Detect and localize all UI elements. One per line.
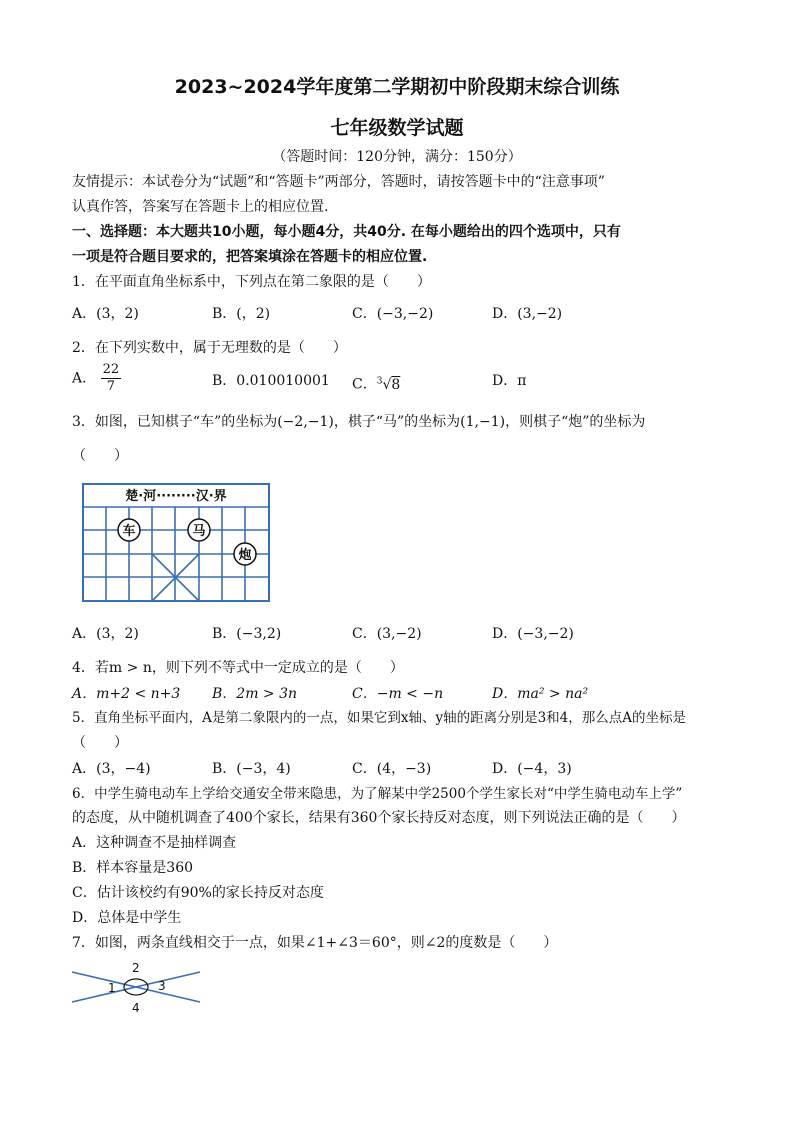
q4-stem: 4．若m > n，则下列不等式中一定成立的是（ ） <box>72 660 404 676</box>
q4-option-c: C．−m < −n <box>352 686 444 702</box>
q2-option-c: C．$^3$√8 <box>352 376 401 393</box>
q5-stem: 5．直角坐标平面内，A是第二象限内的一点，如果它到x轴、y轴的距离分别是3和4，那么点A的坐标是 <box>72 710 687 726</box>
q3-stem: 3．如图，已知棋子“车”的坐标为(−2,−1)，棋子“马”的坐标为(1,−1)，则棋子“炮”的坐标为 <box>72 414 646 430</box>
q1-option-a: A．(3，2) <box>72 306 139 322</box>
q6-option-a: A．这种调查不是抽样调查 <box>72 835 237 851</box>
q1-option-d: D．(3,−2) <box>492 306 563 322</box>
angle-label-4: 4 <box>132 1001 140 1015</box>
notice-line-1: 友情提示：本试卷分为“试题”和“答题卡”两部分，答题时，请按答题卡中的“注意事项” <box>72 174 605 190</box>
q2-option-a-label: A． <box>72 370 97 387</box>
intersecting-lines-figure <box>70 960 210 1016</box>
q6-option-d: D．总体是中学生 <box>72 910 182 926</box>
exam-time-info: （答题时间：120分钟，满分：150分） <box>272 149 522 165</box>
q2-stem: 2．在下列实数中，属于无理数的是（ ） <box>72 340 347 356</box>
q6-stem-2: 的态度，从中随机调查了400个家长，结果有360个家长持反对态度，则下列说法正确的是（ ） <box>72 810 686 826</box>
q6-option-b: B．样本容量是360 <box>72 860 194 876</box>
chessboard-figure <box>82 483 272 603</box>
q3-option-d: D．(−3,−2) <box>492 626 574 642</box>
piece-ma <box>188 519 210 541</box>
q6-stem-1: 6．中学生骑电动车上学给交通安全带来隐患，为了解某中学2500个学生家长对“中学生骑电动车上学” <box>72 786 683 802</box>
exam-title: 2023~2024学年度第二学期初中阶段期末综合训练 <box>174 76 620 98</box>
q4-option-b: B．2m > 3n <box>212 686 298 702</box>
q2-option-b: B．0.010010001 <box>212 373 330 389</box>
angle-label-3: 3 <box>158 979 166 993</box>
piece-pao-label: 炮 <box>238 548 252 563</box>
angle-label-2: 2 <box>132 961 140 975</box>
q2-fraction-numerator: 22 <box>102 362 120 377</box>
q5-option-a: A．(3，−4) <box>72 761 151 777</box>
section1-heading-1: 一、选择题：本大题共10小题，每小题4分，共40分. 在每小题给出的四个选项中，只有 <box>72 224 621 240</box>
q2-option-d: D．π <box>492 373 527 389</box>
board-river-label: 楚·河········汉·界 <box>125 489 227 504</box>
q2-fraction <box>101 362 122 395</box>
q6-option-c: C．估计该校约有90%的家长持反对态度 <box>72 885 324 901</box>
piece-ma-label: 马 <box>192 524 206 539</box>
exam-subject-title: 七年级数学试题 <box>330 117 464 139</box>
q2-radicand: 8 <box>391 376 401 393</box>
q1-option-c: C．(−3,−2) <box>352 306 434 322</box>
piece-che <box>118 519 140 541</box>
q5-paren: （ ） <box>72 735 128 751</box>
q2-option-c-label: C． <box>352 376 377 393</box>
q3-option-a: A．(3，2) <box>72 626 139 642</box>
q5-option-c: C．(4，−3) <box>352 761 432 777</box>
q2-fraction-denominator: 7 <box>106 379 115 394</box>
section1-heading-2: 一项是符合题目要求的，把答案填涂在答题卡的相应位置. <box>72 249 428 265</box>
q5-option-d: D．(−4，3) <box>492 761 572 777</box>
q1-stem: 1．在平面直角坐标系中，下列点在第二象限的是（ ） <box>72 274 431 290</box>
q7-stem: 7．如图，两条直线相交于一点，如果∠1+∠3＝60°，则∠2的度数是（ ） <box>72 935 558 951</box>
q3-paren: （ ） <box>72 448 128 464</box>
angle-label-1: 1 <box>108 981 116 995</box>
q2-option-a <box>72 362 121 395</box>
q2-root-index: 3 <box>376 376 383 386</box>
piece-che-label: 车 <box>122 524 136 539</box>
q4-option-d: D．ma² > na² <box>492 686 589 702</box>
q1-option-b: B．(，2) <box>212 306 271 322</box>
q5-option-b: B．(−3，4) <box>212 761 291 777</box>
notice-line-2: 认真作答，答案写在答题卡上的相应位置. <box>72 199 329 215</box>
q3-option-c: C．(3,−2) <box>352 626 422 642</box>
piece-pao <box>234 543 256 565</box>
q3-option-b: B．(−3,2) <box>212 626 282 642</box>
q4-option-a: A．m+2 < n+3 <box>72 686 181 702</box>
